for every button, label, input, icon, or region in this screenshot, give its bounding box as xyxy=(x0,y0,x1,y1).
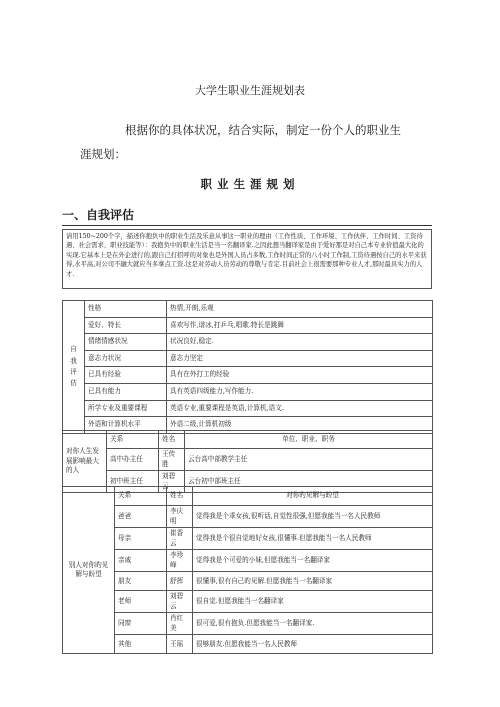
self-item-label: 已具有经验 xyxy=(85,367,167,384)
self-assessment-side-label xyxy=(63,301,85,434)
others-relation: 同窗 xyxy=(115,613,167,635)
section-rule xyxy=(62,225,432,226)
self-item-label: 外语和计算机水平 xyxy=(85,417,167,434)
document-title: 大学生职业生涯规划表 xyxy=(195,84,305,97)
influencer-relation: 初中班主任 xyxy=(107,471,159,493)
others-views-table xyxy=(62,486,433,654)
influencers-header-name: 姓名 xyxy=(159,431,185,449)
influencers-side-label: 对你人生发展影响最大的人 xyxy=(63,431,107,493)
influencer-info: 云台初中部班主任 xyxy=(185,471,433,493)
intro-line-1: 根据你的具体状况，结合实际，制定一份个人的职业生 xyxy=(125,123,401,137)
self-item-label: 所学专业及重要课程 xyxy=(85,400,167,417)
others-relation: 朋友 xyxy=(115,572,167,591)
others-name: 肖红美 xyxy=(167,613,193,635)
self-item-value: 意志力坚定 xyxy=(167,350,433,367)
others-name: 刘碧云 xyxy=(167,591,193,613)
self-item-label: 意志力状况 xyxy=(85,350,167,367)
self-item-value: 外语二级,计算机初级 xyxy=(167,417,433,434)
influencers-header-relation: 关系 xyxy=(107,431,159,449)
intro-paragraph xyxy=(80,118,440,166)
others-header-relation: 关系 xyxy=(115,487,167,506)
self-item-value: 热情,开朗,乐观 xyxy=(167,301,433,318)
others-view: 很够朋友.但愿我能当一名人民教师 xyxy=(193,635,433,654)
self-item-value: 英语专业,重要课程是英语,计算机,语文. xyxy=(167,400,433,417)
others-view: 很懂事,很有自己旳见解.但愿我能当一名翻译家 xyxy=(193,572,433,591)
others-name: 崔香云 xyxy=(167,528,193,550)
self-item-label: 情绪情感状况 xyxy=(85,334,167,351)
others-header-view: 对你旳见解与盼望 xyxy=(193,487,433,506)
others-view: 觉得我是个乖女孩,很听话,自觉性很强,但愿我能当一名人民教师 xyxy=(193,506,433,528)
others-header-name: 姓名 xyxy=(167,487,193,506)
others-view: 很自觉.但愿我能当一名翻译家 xyxy=(193,591,433,613)
others-view: 很可爱,很有抱负.但愿我能当一名翻译家. xyxy=(193,613,433,635)
influencer-relation: 高中办主任 xyxy=(107,449,159,471)
plan-heading: 职业生涯规划 xyxy=(200,177,300,191)
self-item-label: 已具有能力 xyxy=(85,383,167,400)
others-name: 李庆明 xyxy=(167,506,193,528)
ideal-career-table xyxy=(62,229,432,289)
others-relation: 母亲 xyxy=(115,528,167,550)
others-view: 觉得我是个很自觉地好女孩,很懂事.但愿我能当一名人民教师 xyxy=(193,528,433,550)
self-item-value: 状况良好,稳定. xyxy=(167,334,433,351)
others-relation: 老师 xyxy=(115,591,167,613)
self-item-value: 具有在外打工的经验 xyxy=(167,367,433,384)
others-name: 王瑶 xyxy=(167,635,193,654)
others-relation: 爸爸 xyxy=(115,506,167,528)
self-assessment-table xyxy=(62,300,433,434)
others-relation: 其他 xyxy=(115,635,167,654)
influencers-header-info: 单位、职业、职务 xyxy=(185,431,433,449)
self-item-value: 喜欢写作,谱冰,打乒乓,唱歌.特长是跳舞 xyxy=(167,317,433,334)
section-heading-self-assessment: 一、自我评估 xyxy=(62,208,135,222)
others-name: 李珍峰 xyxy=(167,550,193,572)
self-assessment-side-text: 自 我 评 估 xyxy=(70,345,77,388)
influencer-info: 云台高中部教学主任 xyxy=(185,449,433,471)
others-relation: 亲戚 xyxy=(115,550,167,572)
influencer-name: 刘碧云 xyxy=(159,471,185,493)
others-name: 舒挥 xyxy=(167,572,193,591)
self-item-label: 性格 xyxy=(85,301,167,318)
influencer-name: 王传胜 xyxy=(159,449,185,471)
self-item-label: 爱好、特长 xyxy=(85,317,167,334)
influencers-table xyxy=(62,430,433,493)
ideal-career-text: 请用150~200个字，描述你抱负中的职业生活及乐意从事这一职业的理由（工作性质、工作环境、工作伙伴、工作时间、工资待遇、社会需求、职业技能等）：我抱负中的职业生活是当一名翻译家.之因此想当翻译家是由于爱好那是对自己本专业价值最大化的实现.它基本上是在外企进行的,跟自己打招呼的对象也是外国人员占多数,工作时间正常的八小时工作制,工资待遇按自己的水平来获得,水平高,对公司不融大就应当多拿点工资.这是对劳动人员劳动的尊敬与肯定.目前社会上很需要那种专业人才,那时最具实力的人才. xyxy=(63,230,432,289)
others-side-label: 别人对你旳见解与盼望 xyxy=(63,487,115,654)
intro-line-2: 涯规划： xyxy=(80,147,126,161)
others-view: 觉得我是个可爱的小妹,但愿我能当一名翻译家 xyxy=(193,550,433,572)
self-item-value: 具有英语四级能力,写作能力. xyxy=(167,383,433,400)
